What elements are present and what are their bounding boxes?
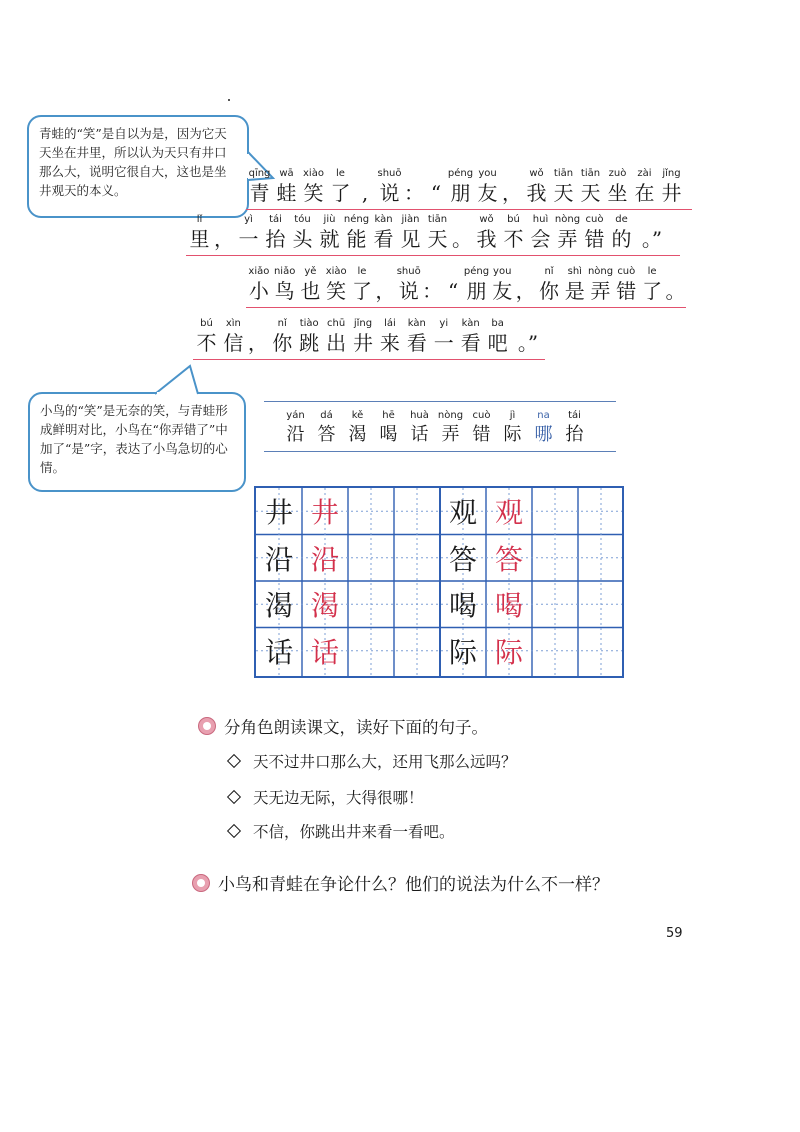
vocab-pinyin: huà — [410, 410, 429, 421]
ruby-char — [501, 168, 523, 206]
ruby-char — [349, 266, 375, 304]
pinyin: tóu — [294, 214, 311, 225]
hanzi: 。” — [641, 227, 663, 251]
ruby-char — [613, 266, 639, 304]
ruby-char — [246, 266, 272, 304]
ruby-char — [430, 318, 457, 356]
question-2 — [192, 870, 609, 895]
vocab-pinyin: hē — [382, 410, 395, 421]
model-character: 话 — [264, 635, 293, 669]
vocab-word — [499, 410, 526, 448]
vocab-word — [313, 410, 340, 448]
sentence-text: 天无边无际，大得很哪！ — [253, 789, 424, 807]
hanzi: 说 — [398, 279, 419, 303]
ruby-char — [550, 168, 577, 206]
hanzi: 你 — [272, 331, 293, 355]
hanzi: 。 — [665, 279, 686, 303]
trace-character: 沿 — [310, 542, 339, 576]
ruby-char — [343, 214, 370, 252]
trace-character: 际 — [494, 635, 523, 669]
pinyin: bú — [200, 318, 213, 329]
ruby-char — [489, 266, 515, 304]
ruby-char — [235, 214, 262, 252]
hanzi: 弄 — [590, 279, 611, 303]
ruby-char — [396, 266, 422, 304]
pinyin: bú — [507, 214, 520, 225]
ruby-char — [323, 266, 349, 304]
hanzi: ， — [214, 227, 234, 251]
question-1 — [198, 714, 488, 738]
ruby-char — [608, 214, 635, 252]
ruby-char — [500, 214, 527, 252]
hanzi: 头 — [292, 227, 313, 251]
pinyin: néng — [343, 214, 370, 225]
ruby-char — [273, 168, 300, 206]
pinyin: kàn — [407, 318, 426, 329]
ruby-char — [376, 168, 403, 206]
annotation-text: 青蛙的“笑”是自以为是，因为它天天坐在井里，所以认为天只有井口那么大，说明它很自大，这也是坐井观天的本义。 — [39, 126, 227, 198]
ruby-char — [370, 214, 397, 252]
pinyin: shuō — [377, 168, 402, 179]
pinyin: le — [357, 266, 367, 277]
pinyin: shì — [567, 266, 582, 277]
hanzi: 蛙 — [276, 181, 297, 205]
vocab-pinyin: cuò — [472, 410, 491, 421]
hanzi: “ — [447, 279, 459, 303]
pinyin: tiào — [299, 318, 319, 329]
pinyin: tiān — [580, 168, 601, 179]
ruby-char — [375, 266, 396, 304]
pinyin: lái — [384, 318, 396, 329]
hanzi: 了 — [351, 279, 372, 303]
hanzi: 里 — [189, 227, 210, 251]
hanzi: 小 — [248, 279, 269, 303]
ruby-char — [269, 318, 296, 356]
ruby-char — [350, 318, 377, 356]
trace-character: 井 — [310, 496, 339, 529]
stray-dot — [228, 99, 230, 101]
hanzi: 井 — [661, 181, 682, 205]
ruby-char — [327, 168, 354, 206]
hanzi: 天 — [580, 181, 601, 205]
hanzi: 说 — [379, 181, 400, 205]
ruby-char — [527, 214, 554, 252]
ruby-char — [665, 266, 686, 304]
pinyin: ba — [491, 318, 504, 329]
vocab-pinyin: na — [537, 410, 550, 421]
pinyin: huì — [532, 214, 549, 225]
pinyin: nòng — [554, 214, 581, 225]
trace-character: 观 — [494, 496, 523, 529]
ruby-char — [515, 266, 536, 304]
ruby-char — [246, 168, 273, 206]
trace-character: 话 — [310, 635, 339, 669]
vocab-hanzi: 际 — [503, 424, 522, 445]
vocab-rule-top — [264, 401, 616, 402]
pinyin: qīng — [248, 168, 271, 179]
ruby-char — [639, 266, 665, 304]
sentence-text: 不信，你跳出井来看一看吧。 — [253, 823, 455, 841]
vocab-hanzi: 喝 — [379, 424, 398, 445]
vocab-word — [530, 410, 557, 448]
ruby-char — [425, 168, 447, 206]
model-character: 井 — [264, 496, 293, 529]
pinyin: tiān — [553, 168, 574, 179]
pinyin: nǐ — [277, 318, 287, 329]
hanzi: 了 — [330, 181, 351, 205]
hanzi: 朋 — [466, 279, 487, 303]
hanzi: 看 — [406, 331, 427, 355]
vocab-hanzi: 哪 — [534, 424, 553, 445]
model-character: 喝 — [448, 589, 477, 622]
model-character: 观 — [448, 496, 477, 529]
hanzi: 来 — [379, 331, 400, 355]
ruby-char — [635, 214, 669, 252]
ruby-char — [581, 214, 608, 252]
pinyin: zài — [637, 168, 652, 179]
pinyin: xiào — [325, 266, 347, 277]
hanzi: 一 — [238, 227, 259, 251]
ruby-char — [424, 214, 451, 252]
hanzi: 了 — [642, 279, 663, 303]
ruby-char — [247, 318, 269, 356]
hanzi: 笑 — [326, 279, 347, 303]
hanzi: 坐 — [607, 181, 628, 205]
hanzi: 不 — [196, 331, 217, 355]
hanzi: 能 — [346, 227, 367, 251]
hanzi: ： — [422, 279, 443, 303]
flower-icon — [198, 717, 216, 735]
question-2-text: 小鸟和青蛙在争论什么？他们的说法为什么不一样？ — [218, 875, 609, 895]
vocab-rule-bottom — [264, 451, 616, 452]
pinyin: tái — [269, 214, 282, 225]
vocab-word — [437, 410, 464, 448]
ruby-char — [523, 168, 550, 206]
hanzi: 友 — [492, 279, 513, 303]
hanzi: 天 — [553, 181, 574, 205]
pinyin: yi — [439, 318, 449, 329]
page-number: 59 — [666, 926, 683, 941]
vocab-pinyin: tái — [568, 410, 581, 421]
flower-icon — [192, 874, 210, 892]
ruby-char — [193, 318, 220, 356]
hanzi: 抬 — [265, 227, 286, 251]
hanzi: 。” — [517, 331, 539, 355]
annotation-note-bird — [28, 392, 246, 492]
model-character: 际 — [448, 635, 477, 669]
pinyin: wā — [279, 168, 294, 179]
ruby-char — [403, 318, 430, 356]
ruby-char — [536, 266, 562, 304]
hanzi: 我 — [526, 181, 547, 205]
pinyin: jiù — [323, 214, 336, 225]
annotation-text: 小鸟的“笑”是无奈的笑，与青蛙形成鲜明对比，小鸟在“你弄错了”中加了“是”字，表达了小鸟急切的心情。 — [40, 403, 228, 475]
vocab-word — [561, 410, 588, 448]
model-character: 沿 — [264, 542, 293, 576]
text-line-3 — [246, 268, 686, 308]
vocab-hanzi: 抬 — [565, 424, 584, 445]
vocab-hanzi: 答 — [317, 424, 336, 445]
pinyin: jǐng — [662, 168, 681, 179]
hanzi: 是 — [564, 279, 585, 303]
hanzi: 就 — [319, 227, 340, 251]
note-pointer — [150, 360, 210, 400]
trace-character: 答 — [494, 542, 523, 576]
ruby-char — [457, 318, 484, 356]
ruby-char — [298, 266, 324, 304]
pinyin: jǐng — [353, 318, 373, 329]
ruby-char — [484, 318, 511, 356]
vocab-word — [406, 410, 433, 448]
hanzi: , — [361, 181, 369, 205]
ruby-char — [554, 214, 581, 252]
diamond-icon — [227, 790, 241, 804]
vocab-word — [375, 410, 402, 448]
pinyin: wǒ — [479, 214, 494, 225]
pinyin: wǒ — [529, 168, 544, 179]
ruby-char — [473, 214, 500, 252]
hanzi: 天 — [427, 227, 448, 251]
vocab-word — [468, 410, 495, 448]
hanzi: 不 — [503, 227, 524, 251]
pinyin: kàn — [374, 214, 393, 225]
ruby-char — [604, 168, 631, 206]
hanzi: ， — [375, 279, 396, 303]
vocab-hanzi: 错 — [472, 424, 491, 445]
pinyin: tiān — [427, 214, 448, 225]
ruby-char — [422, 266, 443, 304]
pinyin: le — [336, 168, 345, 179]
question-1-text: 分角色朗读课文，读好下面的句子。 — [224, 718, 488, 737]
ruby-char — [588, 266, 614, 304]
vocab-hanzi: 渴 — [348, 424, 367, 445]
ruby-char — [451, 214, 473, 252]
hanzi: 你 — [539, 279, 559, 303]
ruby-char — [323, 318, 350, 356]
ruby-char — [300, 168, 327, 206]
ruby-char — [262, 214, 289, 252]
ruby-char — [376, 318, 403, 356]
pinyin: péng — [463, 266, 490, 277]
ruby-char — [443, 266, 464, 304]
hanzi: ， — [515, 279, 536, 303]
pinyin: xiào — [303, 168, 324, 179]
pinyin: you — [478, 168, 497, 179]
hanzi: 我 — [476, 227, 497, 251]
pinyin: yì — [244, 214, 253, 225]
hanzi: 也 — [300, 279, 321, 303]
vocab-hanzi: 话 — [410, 424, 429, 445]
hanzi: 笑 — [303, 181, 324, 205]
hanzi: 井 — [353, 331, 373, 355]
vocab-pinyin: kě — [351, 410, 364, 421]
pinyin: cuò — [617, 266, 636, 277]
ruby-char — [447, 168, 474, 206]
pinyin: you — [493, 266, 512, 277]
hanzi: 出 — [326, 331, 347, 355]
vocab-word — [282, 410, 309, 448]
pinyin: de — [615, 214, 628, 225]
hanzi: 信 — [223, 331, 244, 355]
hanzi: 会 — [530, 227, 551, 251]
model-character: 渴 — [264, 589, 293, 622]
trace-character: 喝 — [494, 589, 523, 622]
ruby-char — [397, 214, 424, 252]
hanzi: ： — [404, 181, 424, 205]
ruby-char — [220, 318, 247, 356]
pinyin: le — [647, 266, 657, 277]
vocab-pinyin: dá — [320, 410, 333, 421]
text-line-1 — [246, 168, 692, 210]
hanzi: 跳 — [299, 331, 320, 355]
hanzi: 一 — [433, 331, 454, 355]
trace-character: 渴 — [310, 589, 339, 622]
ruby-char — [631, 168, 658, 206]
vocab-pinyin: yán — [286, 410, 305, 421]
pinyin: nǐ — [544, 266, 554, 277]
text-line-4 — [193, 318, 545, 360]
pinyin: jiàn — [401, 214, 420, 225]
hanzi: “ — [430, 181, 442, 205]
ruby-char — [658, 168, 685, 206]
pinyin: lǐ — [196, 214, 203, 225]
vocab-pinyin: jì — [509, 410, 516, 421]
vocab-word — [344, 410, 371, 448]
pinyin: cuò — [585, 214, 604, 225]
annotation-note-frog — [27, 115, 249, 218]
hanzi: 。 — [452, 227, 472, 251]
ruby-char — [464, 266, 490, 304]
pinyin: shuō — [396, 266, 421, 277]
hanzi: 见 — [400, 227, 421, 251]
pinyin: nòng — [587, 266, 614, 277]
hanzi: 吧 — [487, 331, 508, 355]
ruby-char — [511, 318, 545, 356]
vocab-hanzi: 弄 — [441, 424, 460, 445]
hanzi: 看 — [460, 331, 481, 355]
sentence-text: 天不过井口那么大，还用飞那么远吗？ — [253, 753, 517, 771]
ruby-char — [577, 168, 604, 206]
hanzi: 友 — [477, 181, 498, 205]
practice-sentence — [226, 750, 517, 772]
ruby-char — [289, 214, 316, 252]
pinyin: péng — [447, 168, 474, 179]
vocab-pinyin: nòng — [437, 410, 464, 421]
pinyin: zuò — [608, 168, 627, 179]
ruby-char — [316, 214, 343, 252]
hanzi: 错 — [616, 279, 637, 303]
ruby-char — [272, 266, 298, 304]
text-line-2 — [186, 214, 680, 256]
ruby-char — [296, 318, 323, 356]
pinyin: chū — [326, 318, 346, 329]
pinyin: yě — [304, 266, 317, 277]
writing-practice-grid — [254, 486, 624, 678]
ruby-char — [354, 168, 376, 206]
practice-sentence — [226, 786, 424, 808]
pinyin: xìn — [225, 318, 241, 329]
pinyin: xiǎo — [248, 266, 270, 277]
hanzi: 看 — [373, 227, 394, 251]
hanzi: 错 — [584, 227, 605, 251]
diamond-icon — [227, 754, 241, 768]
ruby-char — [213, 214, 235, 252]
hanzi: 鸟 — [274, 279, 295, 303]
hanzi: 的 — [611, 227, 632, 251]
practice-sentence — [226, 820, 455, 842]
pinyin: niǎo — [273, 266, 296, 277]
ruby-char — [474, 168, 501, 206]
ruby-char — [403, 168, 425, 206]
hanzi: 在 — [634, 181, 655, 205]
hanzi: ， — [247, 331, 268, 355]
hanzi: 弄 — [557, 227, 578, 251]
vocabulary-row — [282, 410, 588, 448]
ruby-char — [186, 214, 213, 252]
model-character: 答 — [448, 542, 477, 576]
ruby-char — [562, 266, 588, 304]
hanzi: 青 — [249, 181, 270, 205]
vocab-hanzi: 沿 — [286, 424, 305, 445]
diamond-icon — [227, 824, 241, 838]
hanzi: ， — [502, 181, 522, 205]
pinyin: kàn — [461, 318, 480, 329]
hanzi: 朋 — [450, 181, 471, 205]
